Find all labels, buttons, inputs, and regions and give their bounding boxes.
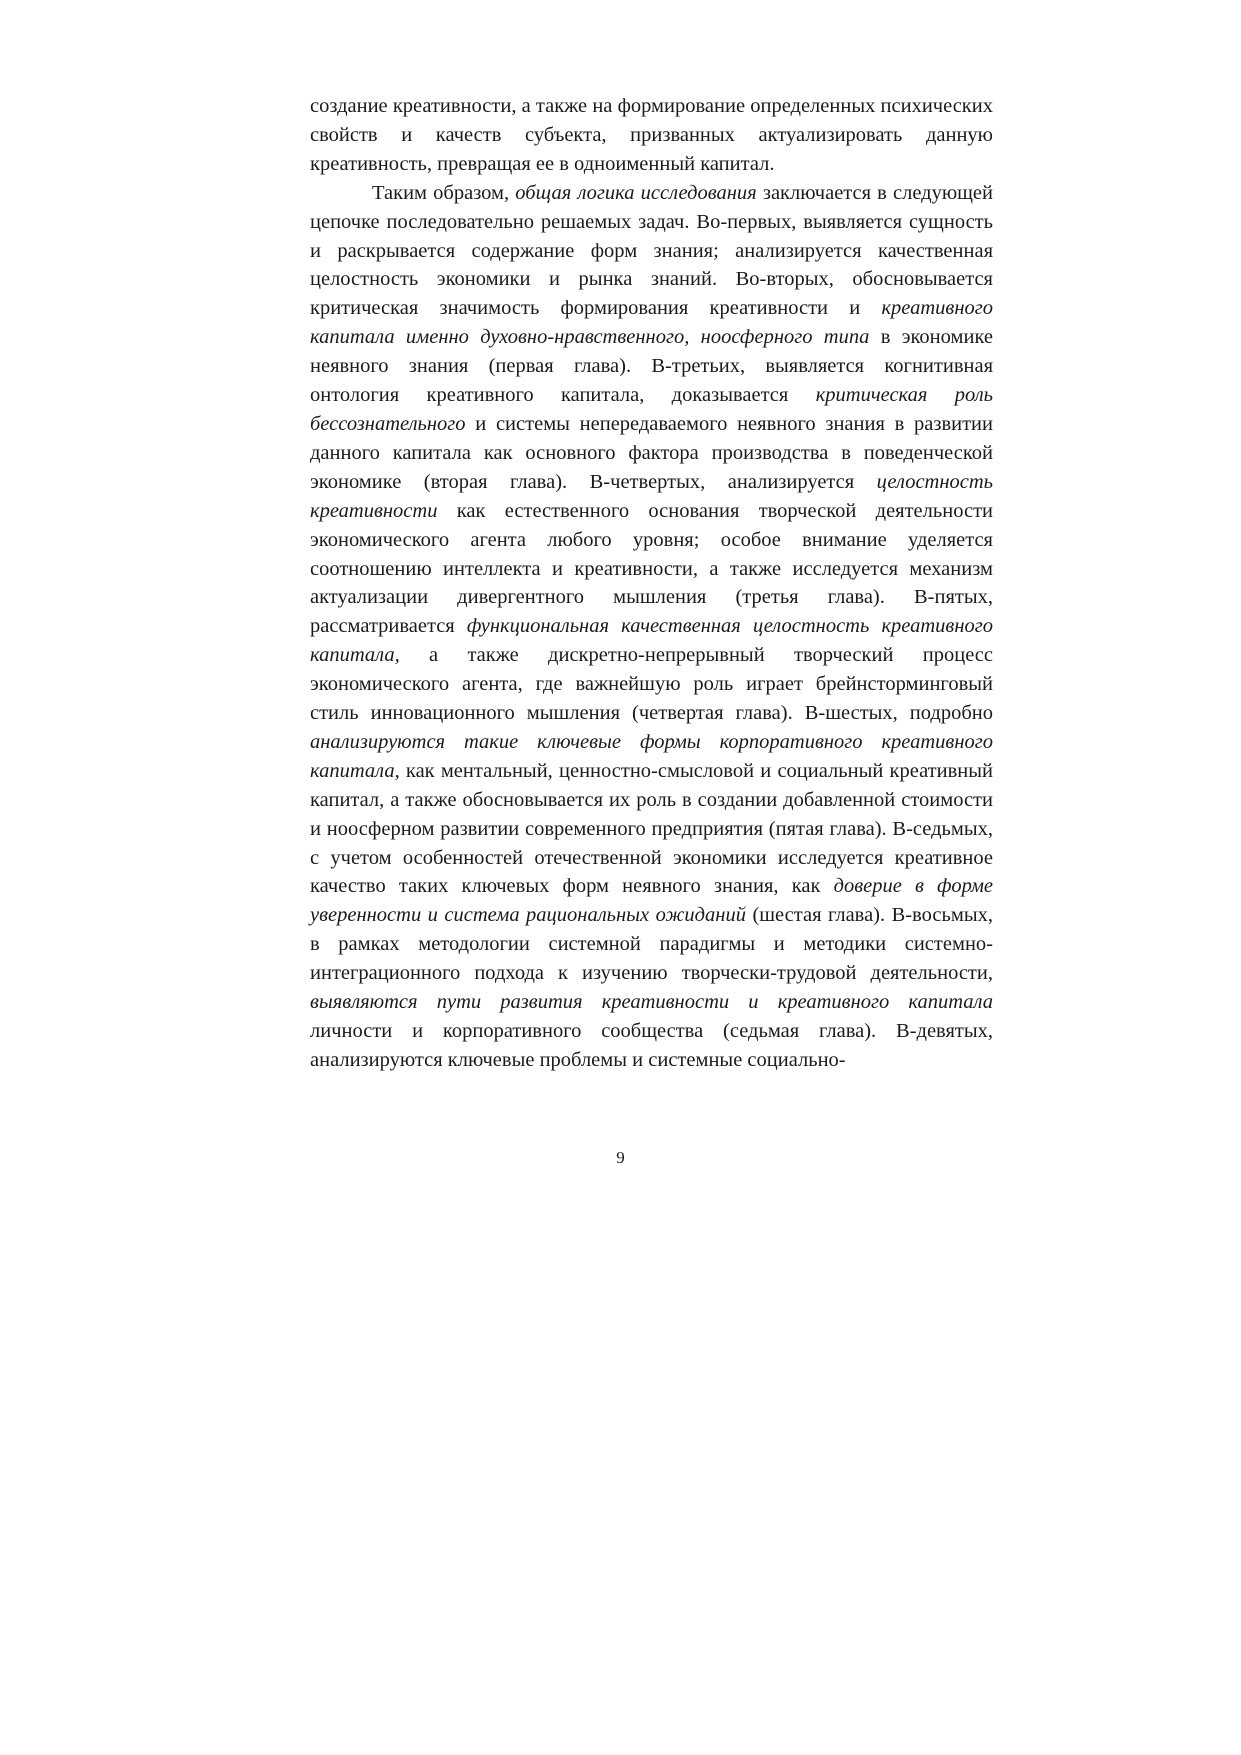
page-body-text bbox=[310, 92, 993, 1075]
text-run: Таким образом, bbox=[372, 181, 516, 204]
text-run: как ментальный, ценностно-смысловой и социальный креативный капитал, а также обосновывается их роль в создании добавленной стоимости и ноосферном развитии современного предприятия (пятая глава). В-седьмых, с учетом особенностей отечественной экономики исследуется креативное качество таких ключевых форм неявного знания, как bbox=[310, 759, 993, 898]
italic-emphasis: доверие в форме уверенности и система рациональных ожиданий bbox=[310, 875, 993, 927]
italic-emphasis: критическая роль бессознательного bbox=[310, 384, 994, 435]
text-run: в экономике неявного знания (первая глава). В-третьих, выявляется когнитивная онтология креативного капитала, доказывается bbox=[310, 326, 993, 407]
page-number: 9 bbox=[616, 1148, 625, 1167]
text-run: (шестая глава). В-восьмых, в рамках методологии системной парадигмы и методики системно-интеграционного подхода к изучению творчески-трудовой деятельности, bbox=[310, 904, 993, 985]
italic-emphasis: общая логика исследования bbox=[515, 181, 757, 204]
text-run: как естественного основания творческой деятельности экономического агента любого уровня; особое внимание уделяется соотношению интеллекта и креативности, а также исследуется механизм актуализации дивергентного мышления (третья глава). В-пятых, рассматривается bbox=[310, 499, 993, 638]
italic-emphasis: анализируются такие ключевые формы корпоративного креативного капитала, bbox=[310, 730, 993, 782]
paragraph-research-logic bbox=[310, 179, 993, 1075]
italic-emphasis: креативного капитала именно духовно-нравственного, ноосферного типа bbox=[310, 297, 993, 349]
text-run: личности и корпоративного сообщества (седьмая глава). В-девятых, анализируются ключевые проблемы и системные социально- bbox=[310, 1020, 993, 1071]
text-run: и системы непередаваемого неявного знания в развитии данного капитала как основного фактора производства в поведенческой экономике (вторая глава). В-четвертых, анализируется bbox=[310, 412, 993, 493]
italic-emphasis: целостность креативности bbox=[310, 470, 993, 522]
paragraph-continuation: создание креативности, а также на формирование определенных психических свойств и качеств субъекта, призванных актуализировать данную креативность, превращая ее в одноименный капитал. bbox=[310, 95, 993, 175]
italic-emphasis: функциональная качественная целостность креативного капитала, bbox=[310, 615, 993, 667]
italic-emphasis: выявляются пути развития креативности и креативного капитала bbox=[310, 991, 993, 1014]
text-run: а также дискретно-непрерывный творческий процесс экономического агента, где важнейшую роль играет брейнсторминговый стиль инновационного мышления (четвертая глава). В-шестых, подробно bbox=[310, 644, 993, 725]
text-run: заключается в следующей цепочке последовательно решаемых задач. Во-первых, выявляется сущность и раскрывается содержание форм знания; анализируется качественная целостность экономики и рынка знаний. Во-вторых, обосновывается критическая значимость формирования креативности и bbox=[310, 181, 994, 320]
